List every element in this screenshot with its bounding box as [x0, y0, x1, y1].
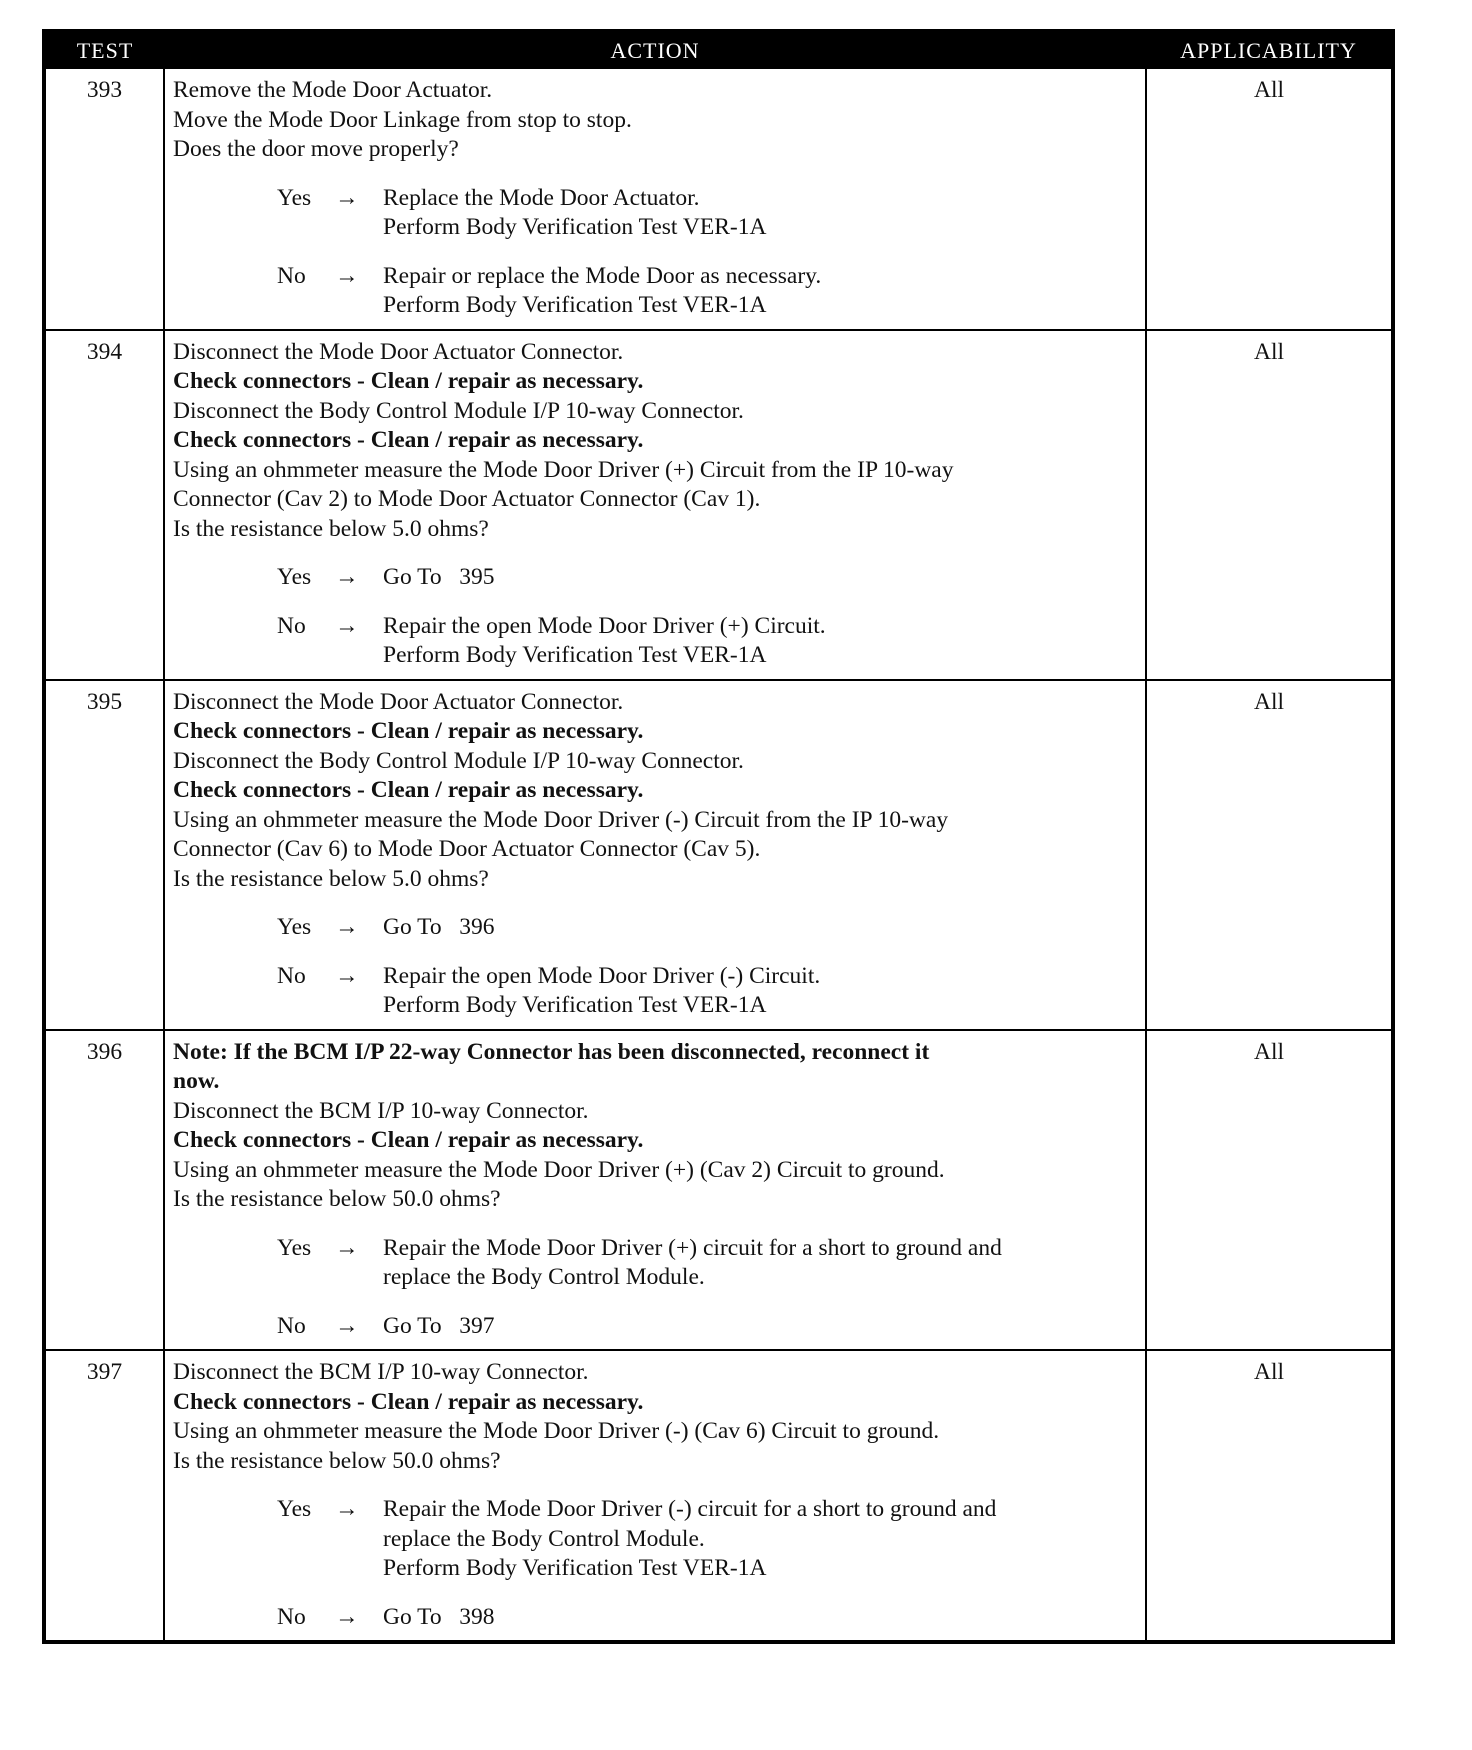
- yes-label: Yes: [277, 1496, 312, 1522]
- table-row: [46, 69, 1391, 330]
- no-outcome: [173, 962, 1137, 1021]
- action-step-bold: Check connectors - Clean / repair as necessary.: [173, 718, 644, 744]
- yes-result: Repair the Mode Door Driver (-) circuit for a short to ground and replace the Body Control Module. Perform Body Verification Test VER-1A: [383, 1496, 997, 1581]
- yes-label: Yes: [277, 1234, 312, 1261]
- applicability-cell: All: [1146, 69, 1391, 330]
- action-step: Is the resistance below 5.0 ohms?: [173, 515, 489, 542]
- arrow-icon: →: [335, 914, 359, 940]
- no-result: Go To 398: [383, 1603, 495, 1630]
- header-applicability: APPLICABILITY: [1146, 33, 1391, 69]
- action-note-bold: now.: [173, 1068, 220, 1094]
- applicability-cell: All: [1146, 330, 1391, 680]
- yes-outcome: [173, 913, 1137, 943]
- arrow-icon: →: [335, 1234, 359, 1261]
- header-action: ACTION: [164, 33, 1146, 69]
- action-step: Disconnect the Body Control Module I/P 10-way Connector.: [173, 397, 744, 424]
- no-outcome: [173, 1312, 1137, 1342]
- diagnostic-test-table: [46, 33, 1391, 1640]
- no-result: Go To 397: [383, 1312, 495, 1339]
- no-label: No: [277, 1312, 306, 1339]
- yes-outcome: [173, 184, 1137, 243]
- arrow-icon: →: [335, 564, 359, 590]
- test-number: 394: [46, 330, 164, 680]
- action-step: Remove the Mode Door Actuator.: [173, 77, 493, 103]
- arrow-icon: →: [335, 962, 359, 989]
- action-step: Does the door move properly?: [173, 136, 459, 162]
- action-step: Is the resistance below 50.0 ohms?: [173, 1186, 501, 1212]
- yes-label: Yes: [277, 184, 312, 211]
- action-step-bold: Check connectors - Clean / repair as necessary.: [173, 368, 644, 394]
- action-step: Connector (Cav 2) to Mode Door Actuator Connector (Cav 1).: [173, 486, 761, 512]
- header-test: TEST: [46, 33, 164, 69]
- test-number: 395: [46, 680, 164, 1030]
- action-step: Using an ohmmeter measure the Mode Door Driver (-) (Cav 6) Circuit to ground.: [173, 1418, 940, 1444]
- action-cell: [164, 680, 1146, 1030]
- yes-result: Repair the Mode Door Driver (+) circuit for a short to ground and replace the Body Control Module.: [383, 1234, 1002, 1290]
- test-number: 397: [46, 1350, 164, 1640]
- action-step-bold: Check connectors - Clean / repair as necessary.: [173, 427, 644, 453]
- yes-outcome: [173, 1234, 1137, 1293]
- no-label: No: [277, 262, 306, 289]
- no-result: Repair the open Mode Door Driver (+) Circuit. Perform Body Verification Test VER-1A: [383, 612, 826, 668]
- arrow-icon: →: [335, 262, 359, 289]
- table-row: [46, 1350, 1391, 1640]
- action-step: Is the resistance below 50.0 ohms?: [173, 1447, 501, 1474]
- arrow-icon: →: [335, 1496, 359, 1522]
- yes-outcome: [173, 563, 1137, 593]
- no-result: Repair the open Mode Door Driver (-) Circuit. Perform Body Verification Test VER-1A: [383, 962, 821, 1018]
- no-result: Repair or replace the Mode Door as necessary. Perform Body Verification Test VER-1A: [383, 262, 822, 318]
- action-step: Is the resistance below 5.0 ohms?: [173, 865, 489, 892]
- applicability-cell: All: [1146, 1030, 1391, 1351]
- action-cell: [164, 69, 1146, 330]
- action-cell: [164, 330, 1146, 680]
- action-step: Using an ohmmeter measure the Mode Door Driver (+) (Cav 2) Circuit to ground.: [173, 1156, 945, 1183]
- action-step-bold: Check connectors - Clean / repair as necessary.: [173, 1388, 644, 1415]
- arrow-icon: →: [335, 612, 359, 639]
- no-label: No: [277, 612, 306, 639]
- action-step: Connector (Cav 6) to Mode Door Actuator Connector (Cav 5).: [173, 836, 761, 862]
- no-outcome: [173, 262, 1137, 321]
- action-step: Disconnect the Mode Door Actuator Connector.: [173, 338, 624, 365]
- action-step: Disconnect the BCM I/P 10-way Connector.: [173, 1097, 589, 1124]
- no-outcome: [173, 612, 1137, 671]
- applicability-cell: All: [1146, 680, 1391, 1030]
- yes-result: Go To 396: [383, 914, 495, 940]
- table-row: [46, 330, 1391, 680]
- action-step: Disconnect the BCM I/P 10-way Connector.: [173, 1359, 589, 1385]
- no-outcome: [173, 1603, 1137, 1633]
- test-number: 396: [46, 1030, 164, 1351]
- action-cell: [164, 1030, 1146, 1351]
- yes-outcome: [173, 1495, 1137, 1584]
- arrow-icon: →: [335, 184, 359, 211]
- yes-result: Go To 395: [383, 564, 495, 590]
- action-step: Disconnect the Body Control Module I/P 10-way Connector.: [173, 747, 744, 774]
- action-note-bold: Note: If the BCM I/P 22-way Connector has been disconnected, reconnect it: [173, 1038, 930, 1065]
- test-number: 393: [46, 69, 164, 330]
- action-step-bold: Check connectors - Clean / repair as necessary.: [173, 1127, 644, 1153]
- action-step: Move the Mode Door Linkage from stop to stop.: [173, 106, 632, 133]
- yes-label: Yes: [277, 564, 312, 590]
- no-label: No: [277, 1603, 306, 1630]
- action-step: Disconnect the Mode Door Actuator Connector.: [173, 688, 624, 715]
- action-step: Using an ohmmeter measure the Mode Door Driver (-) Circuit from the IP 10-way: [173, 806, 949, 833]
- action-step: Using an ohmmeter measure the Mode Door Driver (+) Circuit from the IP 10-way: [173, 456, 954, 483]
- table-header-row: [46, 33, 1391, 69]
- table-row: [46, 680, 1391, 1030]
- applicability-cell: All: [1146, 1350, 1391, 1640]
- action-cell: [164, 1350, 1146, 1640]
- table-row: [46, 1030, 1391, 1351]
- yes-label: Yes: [277, 914, 312, 940]
- arrow-icon: →: [335, 1312, 359, 1339]
- no-label: No: [277, 962, 306, 989]
- diagnostic-test-table-frame: [42, 29, 1395, 1644]
- yes-result: Replace the Mode Door Actuator. Perform Body Verification Test VER-1A: [383, 184, 767, 240]
- arrow-icon: →: [335, 1603, 359, 1630]
- action-step-bold: Check connectors - Clean / repair as necessary.: [173, 777, 644, 803]
